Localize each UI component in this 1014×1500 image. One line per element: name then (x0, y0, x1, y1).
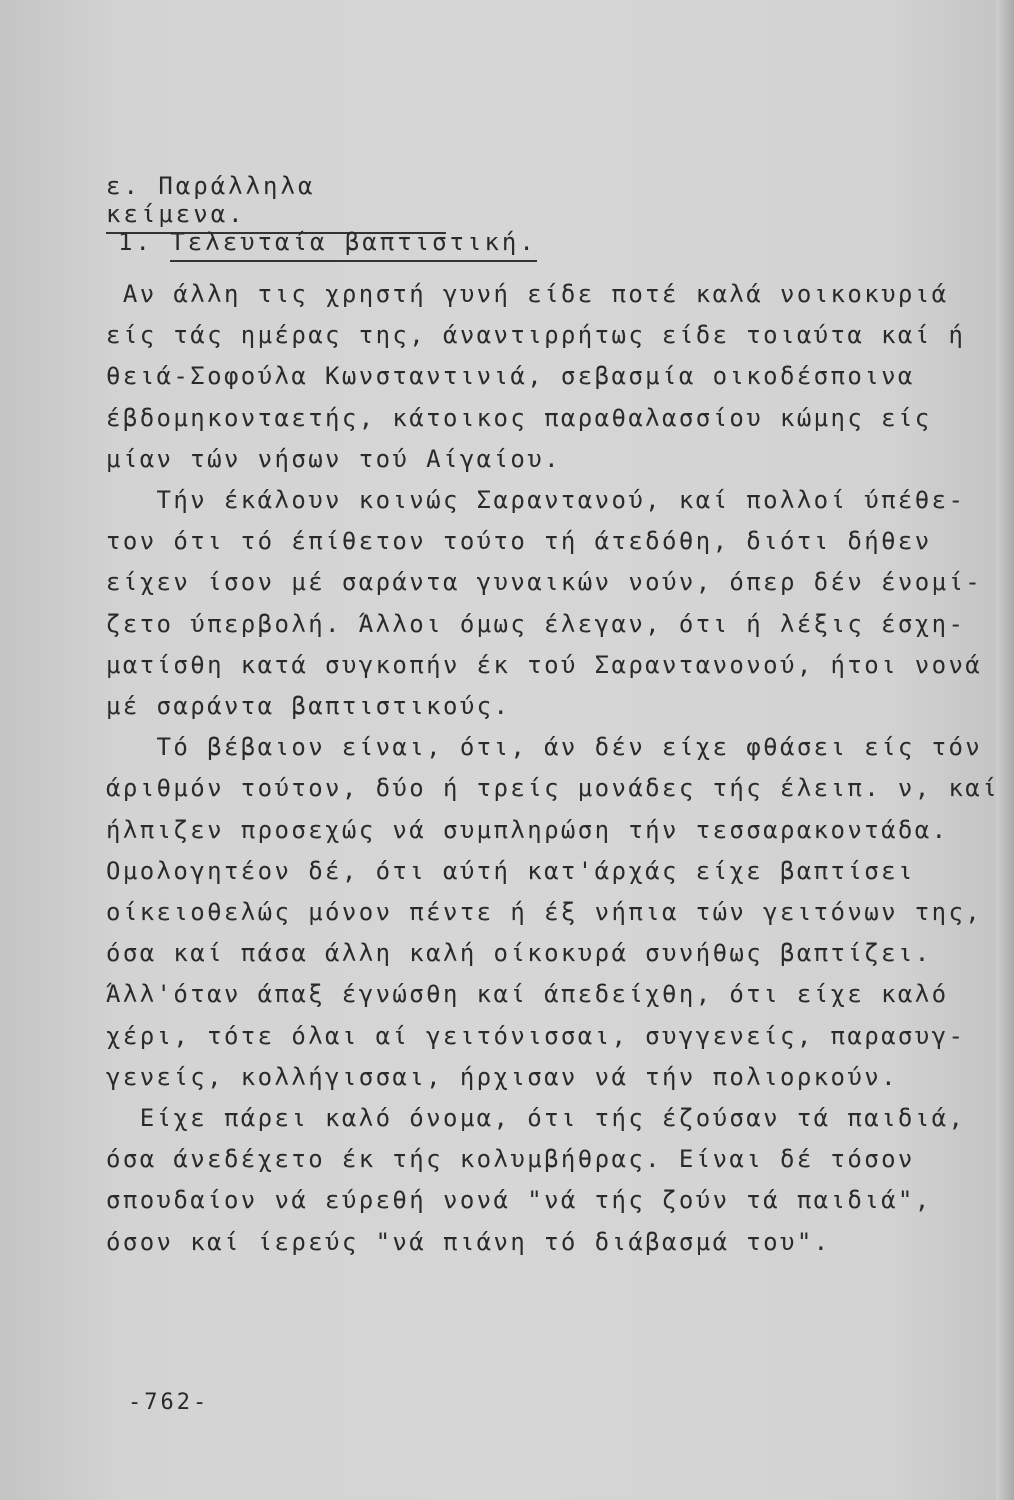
text-line: όσον καί ίερεύς "νά πιάνη τό διάβασμά του". (106, 1227, 831, 1256)
text-line: άριθμόν τούτον, δύο ή τρείς μονάδες τής έλειπ. ν, καί (106, 774, 1000, 803)
text-line: Τό βέβαιον είναι, ότι, άν δέν είχε φθάσει είς τόν (106, 733, 983, 762)
text-line: μίαν τών νήσων τού Αίγαίου. (106, 444, 561, 473)
text-line: όσα καί πάσα άλλη καλή οίκοκυρά συνήθως βαπτίζει. (106, 939, 932, 968)
text-line: οίκειοθελώς μόνον πέντε ή έξ νήπια τών γειτόνων της, (106, 898, 983, 926)
text-line: Αν άλλη τις χρηστή γυνή είδε ποτέ καλά νοικοκυριά (106, 280, 949, 308)
text-line: σπουδαίον νά εύρεθή νονά "νά τής ζούν τά παιδιά", (106, 1186, 932, 1215)
text-line: Είχε πάρει καλό όνομα, ότι τής έζούσαν τά παιδιά, (106, 1104, 966, 1132)
page-number: -762- (128, 1390, 210, 1415)
text-line: όσα άνεδέχετο έκ τής κολυμβήθρας. Είναι δέ τόσον (106, 1145, 915, 1174)
text-line: είς τάς ημέρας της, άναντιρρήτως είδε τοιαύτα καί ή (106, 321, 966, 350)
subsection-number: 1. (118, 228, 153, 256)
page-edge-shadow (996, 0, 1014, 1500)
text-line: έβδομηκονταετής, κάτοικος παραθαλασσίου κώμης είς (106, 403, 932, 432)
text-line: ήλπιζεν προσεχώς νά συμπληρώση τήν τεσσαρακοντάδα. (106, 815, 949, 844)
text-line: ματίσθη κατά συγκοπήν έκ τού Σαραντανονού, ήτοι νονά (106, 650, 983, 679)
text-line: Τήν έκάλουν κοινώς Σαραντανού, καί πολλοί ύπέθε- (106, 486, 966, 514)
text-line: είχεν ίσον μέ σαράντα γυναικών νούν, όπερ δέν ένομί- (106, 568, 983, 597)
text-line: τον ότι τό έπίθετον τούτο τή άτεδόθη, διότι δήθεν (106, 527, 932, 556)
subsection-title: Τελευταία βαπτιστική. (170, 228, 536, 262)
text-line: ζετο ύπερβολή. Άλλοι όμως έλεγαν, ότι ή λέξις έσχη- (106, 609, 966, 638)
text-line: μέ σαράντα βαπτιστικούς. (106, 692, 511, 720)
text-line: γενείς, κολλήγισσαι, ήρχισαν νά τήν πολιορκούν. (106, 1062, 898, 1091)
subsection-heading (118, 228, 537, 262)
text-line: Άλλ'όταν άπαξ έγνώσθη καί άπεδείχθη, ότι είχε καλό (106, 980, 949, 1009)
text-line: χέρι, τότε όλαι αί γειτόνισσαι, συγγενείς, παρασυγ- (106, 1021, 966, 1050)
text-line: Ομολογητέον δέ, ότι αύτή κατ'άρχάς είχε βαπτίσει (106, 856, 915, 885)
text-line: θειά-Σοφούλα Κωνσταντινιά, σεβασμία οικοδέσποινα (106, 362, 915, 391)
section-heading: ε. Παράλληλα κείμενα. (106, 172, 446, 234)
